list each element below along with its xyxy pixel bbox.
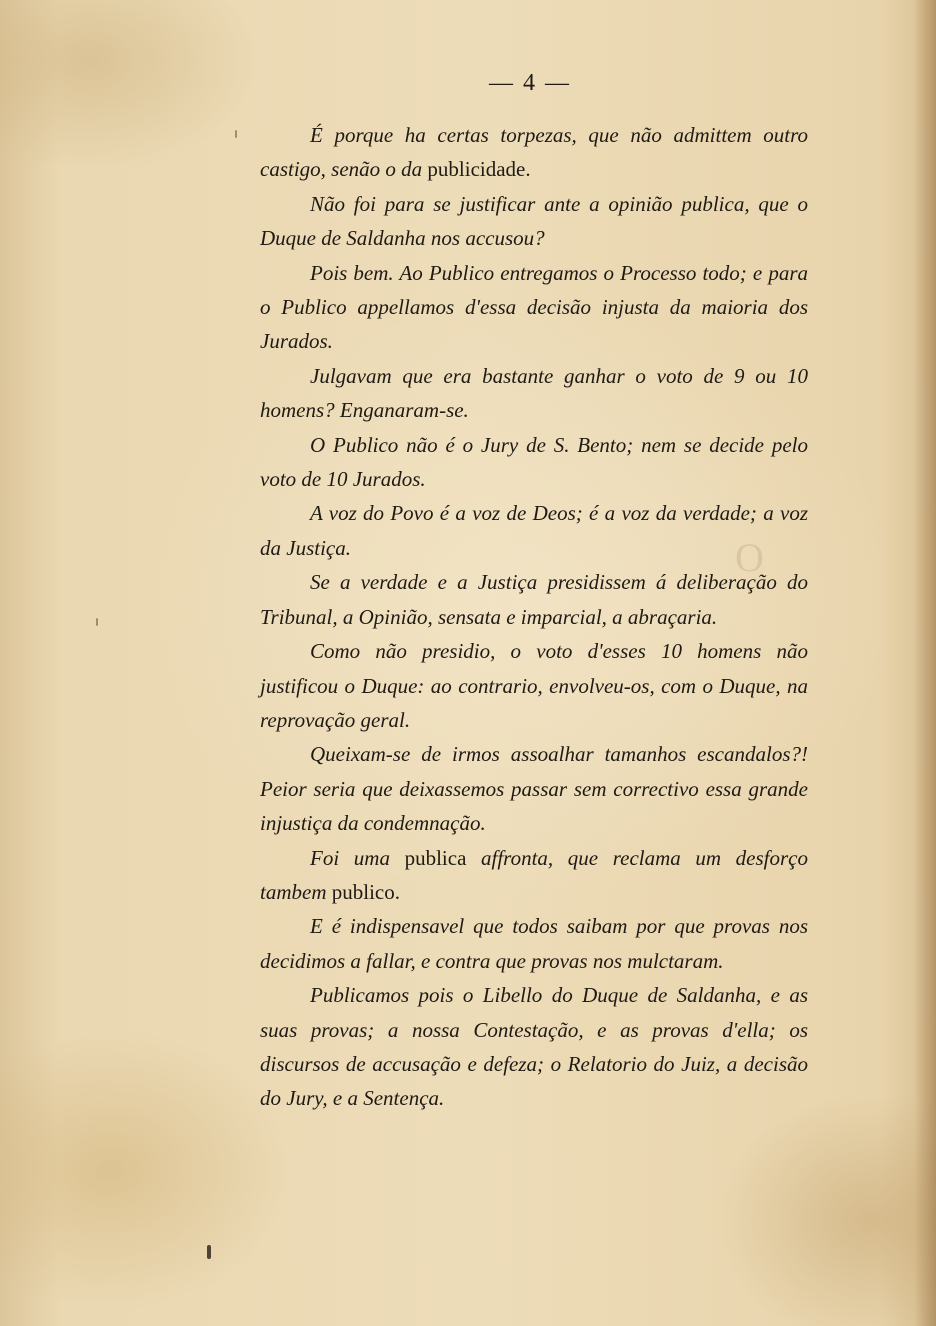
page-edge-shadow — [914, 0, 936, 1326]
bleed-through-mark: Ο — [735, 535, 764, 580]
paragraph — [260, 496, 808, 565]
text-run: É porque ha certas torpezas, que não admittem outro castigo, senão o da — [260, 123, 808, 182]
paragraph — [260, 978, 808, 1116]
paragraph — [260, 634, 808, 737]
text-run: affronta, que reclama um desforço tambem — [260, 845, 808, 904]
paragraph — [260, 187, 808, 256]
text-run: A voz do Povo é a voz de Deos; é a voz da verdade; a voz da Justiça. — [260, 501, 808, 560]
text-run: Julgavam que era bastante ganhar o voto de 9 ou 10 homens? Enganaram-se. — [260, 363, 808, 423]
text-run: Se a verdade e a Justiça presidissem á deliberação do Tribunal, a Opinião, sensata e imparcial, a abraçaria. — [260, 570, 808, 629]
body-text — [260, 118, 808, 1116]
paragraph — [260, 256, 808, 359]
paragraph — [260, 841, 808, 910]
text-run: O Publico não é o Jury de S. Bento; nem se decide pelo voto de 10 Jurados. — [260, 432, 808, 492]
text-run: Queixam-se de irmos assoalhar tamanhos escandalos?! Peior seria que deixassemos passar sem correctivo essa grande injustiça da condemnação. — [260, 742, 808, 836]
ink-speck — [96, 618, 98, 626]
paragraph — [260, 737, 808, 840]
text-run: Pois bem. Ao Publico entregamos o Processo todo; e para o Publico appellamos d'essa decisão injusta da maioria dos Jurados. — [260, 260, 808, 354]
text-run: Foi uma — [310, 845, 405, 870]
ink-speck — [235, 130, 237, 138]
text-run-roman: publico. — [331, 879, 400, 904]
paragraph — [260, 565, 808, 634]
text-run-roman: publica — [404, 845, 467, 870]
paragraph — [260, 428, 808, 497]
text-run: Não foi para se justificar ante a opinião publica, que o Duque de Saldanha nos accusou? — [260, 191, 808, 251]
page-number: — 4 — — [489, 70, 571, 96]
text-run-roman: publicidade. — [427, 157, 531, 182]
paragraph — [260, 909, 808, 978]
paragraph — [260, 359, 808, 428]
text-run: Publicamos pois o Libello do Duque de Saldanha, e as suas provas; a nossa Contestação, e as provas d'ella; os discursos de accusação e defeza; o Relatorio do Juiz, a decisão do Jury, e a Sentença. — [260, 983, 808, 1111]
text-run: E é indispensavel que todos saibam por que provas nos decidimos a fallar, e contra que provas nos mulctaram. — [260, 914, 808, 973]
paragraph — [260, 118, 808, 187]
text-run: Como não presidio, o voto d'esses 10 homens não justificou o Duque: ao contrario, envolveu-os, com o Duque, na reprovação geral. — [260, 639, 808, 732]
ink-speck — [207, 1245, 211, 1259]
